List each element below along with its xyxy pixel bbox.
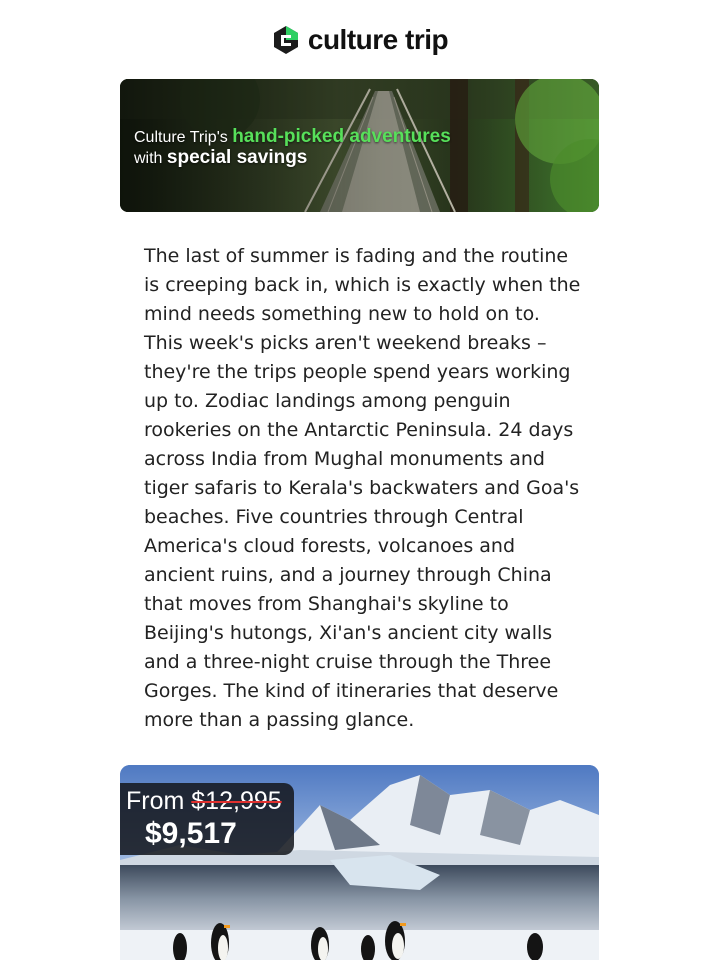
sale-price: $9,517: [145, 817, 237, 850]
price-badge: [120, 783, 294, 855]
hero-special-savings: special savings: [166, 147, 308, 168]
hero-prefix: Culture Trip's: [134, 129, 228, 146]
intro-paragraph: The last of summer is fading and the routine is creeping back in, which is exactly when the mind needs something new to hold on to. This week's picks aren't weekend breaks – they're the trips people spend years working up to. Zodiac landings among penguin rookeries on the Antarctic Peninsula. 24 days across India from Mughal monuments and tiger safaris to Kerala's backwaters and Goa's beaches. Five countries through Central America's cloud forests, volcanoes and ancient ruins, and a journey through China that moves from Shanghai's skyline to Beijing's hutongs, Xi'an's ancient city walls and a three-night cruise through the Three Gorges. The kind of itineraries that deserve more than a passing glance.: [144, 245, 581, 731]
original-price: $12,995: [191, 787, 282, 815]
email-header: [0, 0, 720, 80]
hero-banner[interactable]: [120, 79, 599, 212]
hero-highlight: hand-picked adventures: [232, 126, 451, 147]
price-from-line: [126, 787, 282, 816]
price-from-label: From: [126, 787, 185, 815]
culture-trip-logo[interactable]: [272, 24, 448, 56]
culture-trip-logo-icon: [272, 24, 300, 56]
hero-with: with: [134, 150, 163, 167]
hero-headline: [134, 127, 451, 169]
antarctica-trip-card[interactable]: [120, 765, 599, 960]
brand-name: culture trip: [307, 24, 449, 55]
